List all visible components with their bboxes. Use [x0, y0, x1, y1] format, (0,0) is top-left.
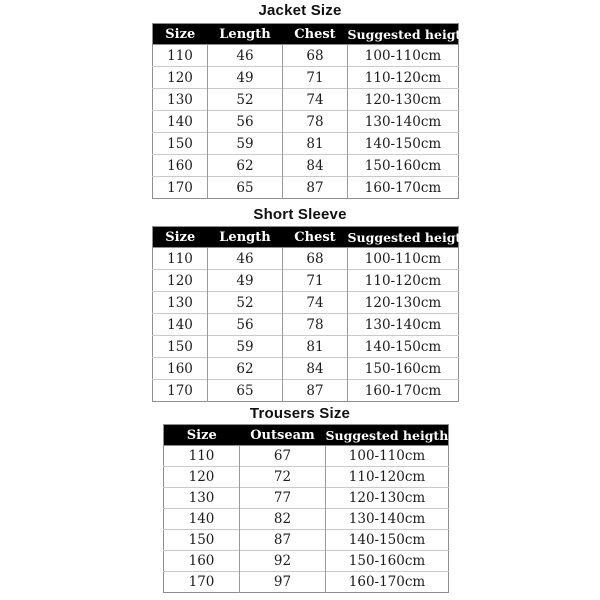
header-row — [153, 24, 459, 45]
table-cell: 110-120cm — [348, 67, 459, 89]
table-cell: 97 — [240, 572, 326, 593]
table-cell: 65 — [208, 380, 283, 402]
table-row — [153, 89, 459, 111]
table-cell: 130-140cm — [348, 111, 459, 133]
table-cell: 81 — [283, 133, 348, 155]
table-cell: 140 — [153, 314, 208, 336]
table-cell: 46 — [208, 45, 283, 67]
table-cell: 59 — [208, 336, 283, 358]
table-cell: 170 — [153, 177, 208, 199]
table-cell: 160-170cm — [326, 572, 449, 593]
table-cell: 72 — [240, 467, 326, 488]
table-row — [153, 133, 459, 155]
table-cell: 59 — [208, 133, 283, 155]
table-cell: 130 — [153, 89, 208, 111]
table-cell: 71 — [283, 67, 348, 89]
table-cell: 81 — [283, 336, 348, 358]
table-cell: 87 — [283, 177, 348, 199]
trousers-size-section — [0, 404, 600, 593]
table-cell: 120 — [153, 67, 208, 89]
trousers-size-title: Trousers Size — [249, 405, 351, 422]
column-header-outseam: Outseam — [240, 425, 326, 446]
table-cell: 170 — [164, 572, 240, 593]
table-cell: 49 — [208, 270, 283, 292]
table-cell: 120-130cm — [326, 488, 449, 509]
table-row — [164, 572, 449, 593]
table-cell: 68 — [283, 45, 348, 67]
column-header-length: Length — [208, 24, 283, 45]
table-row — [153, 111, 459, 133]
table-cell: 74 — [283, 89, 348, 111]
table-cell: 68 — [283, 248, 348, 270]
table-cell: 130 — [164, 488, 240, 509]
table-row — [153, 248, 459, 270]
trousers-size-table — [163, 424, 449, 593]
table-cell: 87 — [283, 380, 348, 402]
table-row — [164, 530, 449, 551]
table-cell: 150 — [153, 336, 208, 358]
table-cell: 110 — [153, 45, 208, 67]
table-cell: 56 — [208, 314, 283, 336]
short-sleeve-table — [152, 226, 471, 402]
column-header-suggested-heigth: Suggested heigth — [348, 227, 459, 248]
table-cell: 110 — [164, 446, 240, 467]
table-cell: 62 — [208, 155, 283, 177]
table-cell: 100-110cm — [348, 248, 459, 270]
table-row — [164, 467, 449, 488]
table-cell: 49 — [208, 67, 283, 89]
table-cell: 82 — [240, 509, 326, 530]
table-row — [153, 336, 459, 358]
table-cell: 78 — [283, 111, 348, 133]
table-cell: 120-130cm — [348, 292, 459, 314]
header-row — [153, 227, 459, 248]
jacket-size-title: Jacket Size — [258, 2, 342, 19]
table-row — [153, 270, 459, 292]
header-row — [164, 425, 449, 446]
table-cell: 130 — [153, 292, 208, 314]
table-row — [164, 446, 449, 467]
table-cell: 74 — [283, 292, 348, 314]
table-cell: 140-150cm — [348, 133, 459, 155]
column-header-chest: Chest — [283, 227, 348, 248]
table-cell: 100-110cm — [326, 446, 449, 467]
table-row — [153, 45, 459, 67]
table-row — [153, 177, 459, 199]
table-cell: 150-160cm — [348, 155, 459, 177]
short-sleeve-title: Short Sleeve — [253, 206, 347, 223]
table-cell: 62 — [208, 358, 283, 380]
table-cell: 160-170cm — [348, 177, 459, 199]
table-row — [153, 67, 459, 89]
table-cell: 65 — [208, 177, 283, 199]
table-cell: 150-160cm — [348, 358, 459, 380]
table-cell: 77 — [240, 488, 326, 509]
table-cell: 150-160cm — [326, 551, 449, 572]
table-cell: 160-170cm — [348, 380, 459, 402]
table-cell: 120-130cm — [348, 89, 459, 111]
table-cell: 120 — [153, 270, 208, 292]
column-header-suggested-heigth: Suggested heigth — [326, 425, 449, 446]
column-header-suggested-heigth: Suggested heigth — [348, 24, 459, 45]
column-header-length: Length — [208, 227, 283, 248]
table-row — [164, 551, 449, 572]
table-row — [153, 358, 459, 380]
table-cell: 52 — [208, 292, 283, 314]
jacket-size-table — [152, 23, 471, 199]
table-cell: 52 — [208, 89, 283, 111]
table-cell: 110 — [153, 248, 208, 270]
table-cell: 140-150cm — [348, 336, 459, 358]
table-cell: 120 — [164, 467, 240, 488]
table-row — [153, 155, 459, 177]
table-cell: 160 — [164, 551, 240, 572]
column-header-size: Size — [153, 227, 208, 248]
table-row — [153, 380, 459, 402]
column-header-chest: Chest — [283, 24, 348, 45]
short-sleeve-section — [0, 205, 600, 402]
table-row — [164, 488, 449, 509]
table-cell: 150 — [164, 530, 240, 551]
table-cell: 84 — [283, 155, 348, 177]
table-cell: 160 — [153, 358, 208, 380]
table-cell: 56 — [208, 111, 283, 133]
table-cell: 92 — [240, 551, 326, 572]
table-cell: 130-140cm — [348, 314, 459, 336]
table-cell: 140-150cm — [326, 530, 449, 551]
table-cell: 110-120cm — [326, 467, 449, 488]
table-row — [153, 292, 459, 314]
table-cell: 71 — [283, 270, 348, 292]
table-cell: 170 — [153, 380, 208, 402]
table-cell: 87 — [240, 530, 326, 551]
table-cell: 150 — [153, 133, 208, 155]
table-cell: 100-110cm — [348, 45, 459, 67]
table-row — [153, 314, 459, 336]
table-cell: 110-120cm — [348, 270, 459, 292]
table-row — [164, 509, 449, 530]
table-cell: 78 — [283, 314, 348, 336]
table-cell: 84 — [283, 358, 348, 380]
table-cell: 67 — [240, 446, 326, 467]
table-cell: 130-140cm — [326, 509, 449, 530]
table-cell: 160 — [153, 155, 208, 177]
column-header-size: Size — [164, 425, 240, 446]
column-header-size: Size — [153, 24, 208, 45]
table-cell: 140 — [153, 111, 208, 133]
jacket-size-section — [0, 1, 600, 199]
table-cell: 140 — [164, 509, 240, 530]
table-cell: 46 — [208, 248, 283, 270]
